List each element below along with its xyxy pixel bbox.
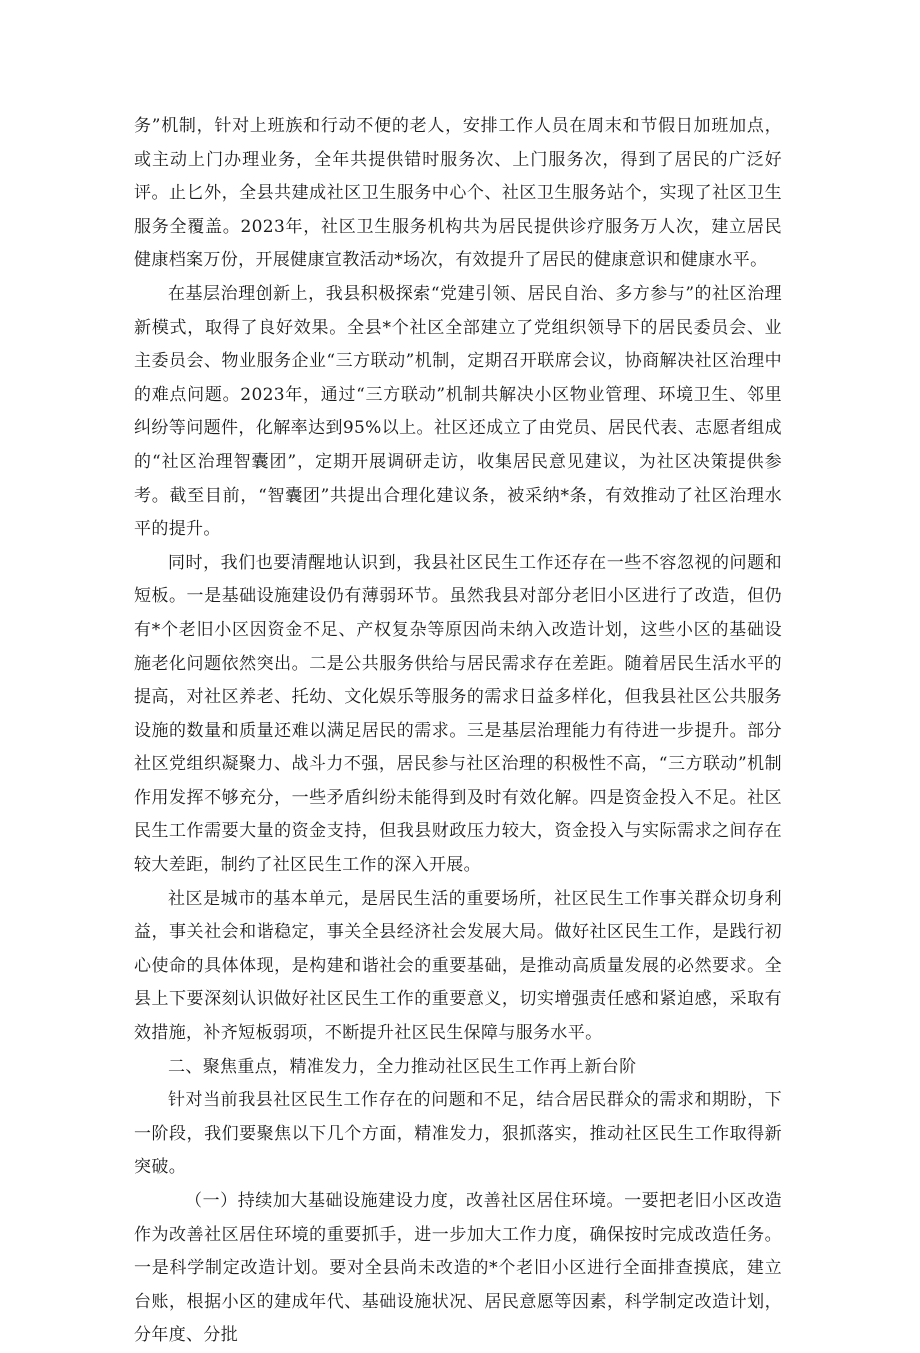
section-heading-two: 二、聚焦重点，精准发力，全力推动社区民生工作再上新台阶 [168,1056,637,1077]
document-body [134,110,782,1353]
paragraph-service-hours: 务”机制，针对上班族和行动不便的老人，安排工作人员在周末和节假日加班加点，或主动上门办理业务，全年共提供错时服务次、上门服务次，得到了居民的广泛好评。止匕外，全县共建成社区卫生服务中心个、社区卫生服务站个，实现了社区卫生服务全覆盖。2023年，社区卫生服务机构共为居民提供诊疗服务万人次，建立居民健康档案万份，开展健康宣教活动*场次，有效提升了居民的健康意识和健康水平。 [134,116,782,271]
paragraph-problems: 同时，我们也要清醒地认识到，我县社区民生工作还存在一些不容忽视的问题和短板。一是基础设施建设仍有薄弱环节。虽然我县对部分老旧小区进行了改造，但仍有*个老旧小区因资金不足、产权复杂等原因尚未纳入改造计划，这些小区的基础设施老化问题依然突出。二是公共服务供给与居民需求存在差距。随着居民生活水平的提高，对社区养老、托幼、文化娱乐等服务的需求日益多样化，但我县社区公共服务设施的数量和质量还难以满足居民的需求。三是基层治理能力有待进一步提升。部分社区党组织凝聚力、战斗力不强，居民参与社区治理的积极性不高，“三方联动”机制作用发挥不够充分，一些矛盾纠纷未能得到及时有效化解。四是资金投入不足。社区民生工作需要大量的资金支持，但我县财政压力较大，资金投入与实际需求之间存在较大差距，制约了社区民生工作的深入开展。 [134,552,782,876]
paragraph-significance: 社区是城市的基本单元，是居民生活的重要场所，社区民生工作事关群众切身利益，事关社会和谐稳定，事关全县经济社会发展大局。做好社区民生工作，是践行初心使命的具体体现，是构建和谐社会的重要基础，是推动高质量发展的必然要求。全县上下要深刻认识做好社区民生工作的重要意义，切实增强责任感和紧迫感，采取有效措施，补齐短板弱项，不断提升社区民生保障与服务水平。 [134,888,782,1044]
paragraph-infrastructure: （一）持续加大基础设施建设力度，改善社区居住环境。一要把老旧小区改造作为改善社区居住环境的重要抓手，进一步加大工作力度，确保按时完成改造任务。一是科学制定改造计划。要对全县尚未改造的*个老旧小区进行全面排查摸底，建立台账，根据小区的建成年代、基础设施状况、居民意愿等因素，科学制定改造计划，分年度、分批 [134,1191,782,1346]
paragraph-next-steps: 针对当前我县社区民生工作存在的问题和不足，结合居民群众的需求和期盼，下一阶段，我们要聚焦以下几个方面，精准发力，狠抓落实，推动社区民生工作取得新突破。 [134,1090,782,1178]
paragraph-grassroots-governance: 在基层治理创新上，我县积极探索“党建引领、居民自治、多方参与”的社区治理新模式，取得了良好效果。全县*个社区全部建立了党组织领导下的居民委员会、业主委员会、物业服务企业“三方联动”机制，定期召开联席会议，协商解决社区治理中的难点问题。2023年，通过“三方联动”机制共解决小区物业管理、环境卫生、邻里纠纷等问题件，化解率达到95%以上。社区还成立了由党员、居民代表、志愿者组成的“社区治理智囊团”，定期开展调研走访，收集居民意见建议，为社区决策提供参考。截至目前，“智囊团”共提出合理化建议条，被采纳*条，有效推动了社区治理水平的提升。 [134,283,782,540]
